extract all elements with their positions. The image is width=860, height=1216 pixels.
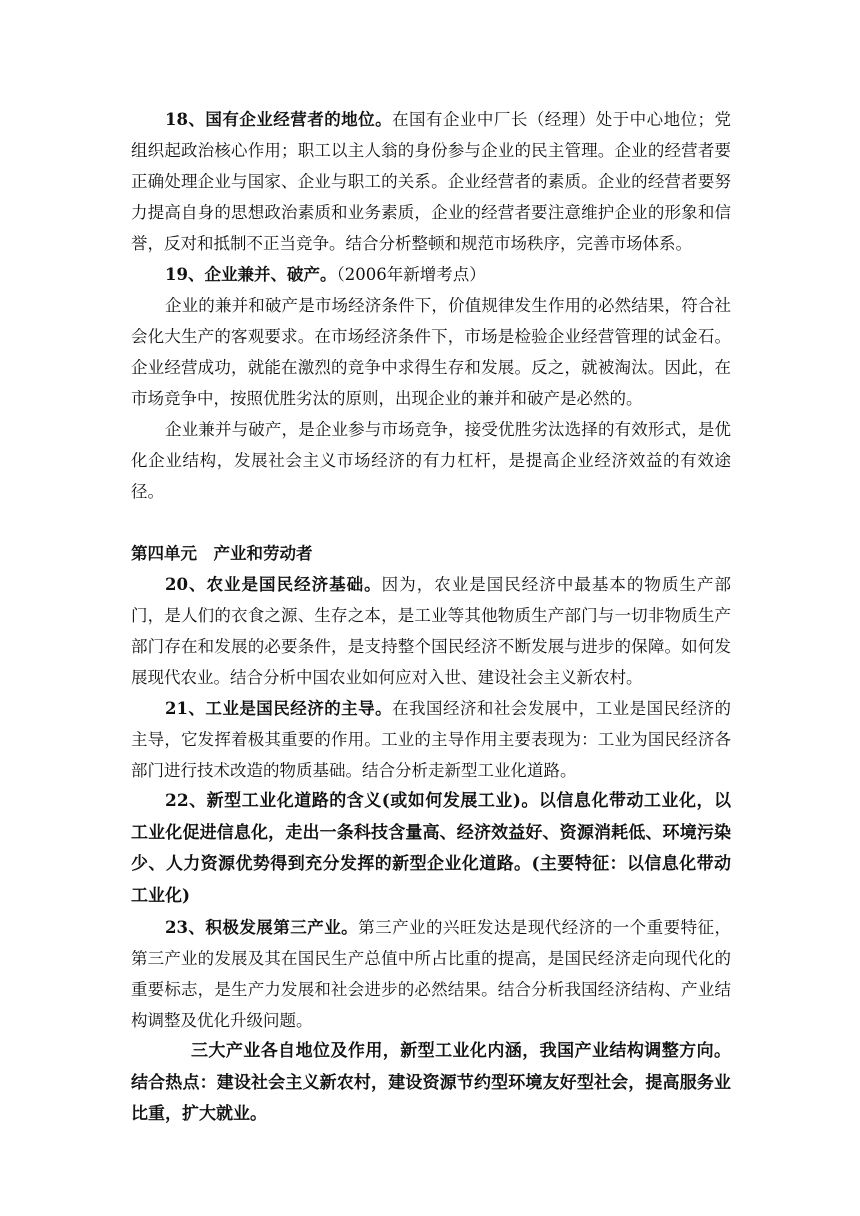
item-21-title: 21、工业是国民经济的主导。: [165, 699, 393, 718]
item-21: [131, 693, 731, 786]
item-23: [131, 912, 731, 1036]
unit-heading: 第四单元 产业和劳动者: [131, 544, 313, 563]
item-19: [131, 259, 731, 290]
item-20-title: 20、农业是国民经济基础。: [165, 575, 382, 594]
item-23-title: 23、积极发展第三产业。: [165, 918, 359, 937]
item-22: [131, 786, 731, 912]
item-21-text: 在我国经济和社会发展中，工业是国民经济的主导，它发挥着极其重要的作用。工业的主导作用主要表现为：工业为国民经济各部门进行技术改造的物质基础。结合分析走新型工业化道路。: [131, 699, 732, 780]
item-20-text: 因为，农业是国民经济中最基本的物质生产部门，是人们的衣食之源、生存之本，是工业等其他物质生产部门与一切非物质生产部门存在和发展的必要条件，是支持整个国民经济不断发展与进步的保障。如何发展现代农业。结合分析中国农业如何应对入世、建设社会主义新农村。: [131, 575, 731, 687]
item-23-text: 第三产业的兴旺发达是现代经济的一个重要特征，第三产业的发展及其在国民生产总值中所占比重的提高，是国民经济走向现代化的重要标志，是生产力发展和社会进步的必然结果。结合分析我国经济结构、产业结构调整及优化升级问题。: [131, 918, 732, 1030]
item-19-title: 19、企业兼并、破产。: [165, 265, 337, 284]
item-18-title: 18、国有企业经营者的地位。: [165, 110, 393, 129]
paragraph-merger-1: 企业的兼并和破产是市场经济条件下，价值规律发生作用的必然结果，符合社会化大生产的客观要求。在市场经济条件下，市场是检验企业经营管理的试金石。企业经营成功，就能在激烈的竞争中求得生存和发展。反之，就被淘汰。因此，在市场竞争中，按照优胜劣汰的原则，出现企业的兼并和破产是必然的。: [131, 296, 731, 408]
item-19-text: （2006年新增考点）: [336, 265, 486, 284]
summary-paragraph: 三大产业各自地位及作用，新型工业化内涵，我国产业结构调整方向。结合热点：建设社会主义新农村，建设资源节约型环境友好型社会，提高服务业比重，扩大就业。: [131, 1041, 731, 1124]
item-18: [131, 104, 731, 259]
paragraph-merger-2: 企业兼并与破产，是企业参与市场竞争，接受优胜劣汰选择的有效形式，是优化企业结构，发展社会主义市场经济的有力杠杆，是提高企业经济效益的有效途径。: [131, 420, 731, 501]
document-page: [131, 104, 731, 1131]
item-20: [131, 569, 731, 693]
item-18-text: 在国有企业中厂长（经理）处于中心地位；党组织起政治核心作用；职工以主人翁的身份参与企业的民主管理。企业的经营者要正确处理企业与国家、企业与职工的关系。企业经营者的素质。企业的经营者要努力提高自身的思想政治素质和业务素质，企业的经营者要注意维护企业的形象和信誉，反对和抵制不正当竞争。结合分析整顿和规范市场秩序，完善市场体系。: [131, 110, 732, 253]
item-22-title: 22、新型工业化道路的含义(或如何发展工业)。以信息化带动工业化，以工业化促进信息化，走出一条科技含量高、经济效益好、资源消耗低、环境污染少、人力资源优势得到充分发挥的新型企业化道路。(主要特征：以信息化带动工业化): [131, 791, 731, 906]
